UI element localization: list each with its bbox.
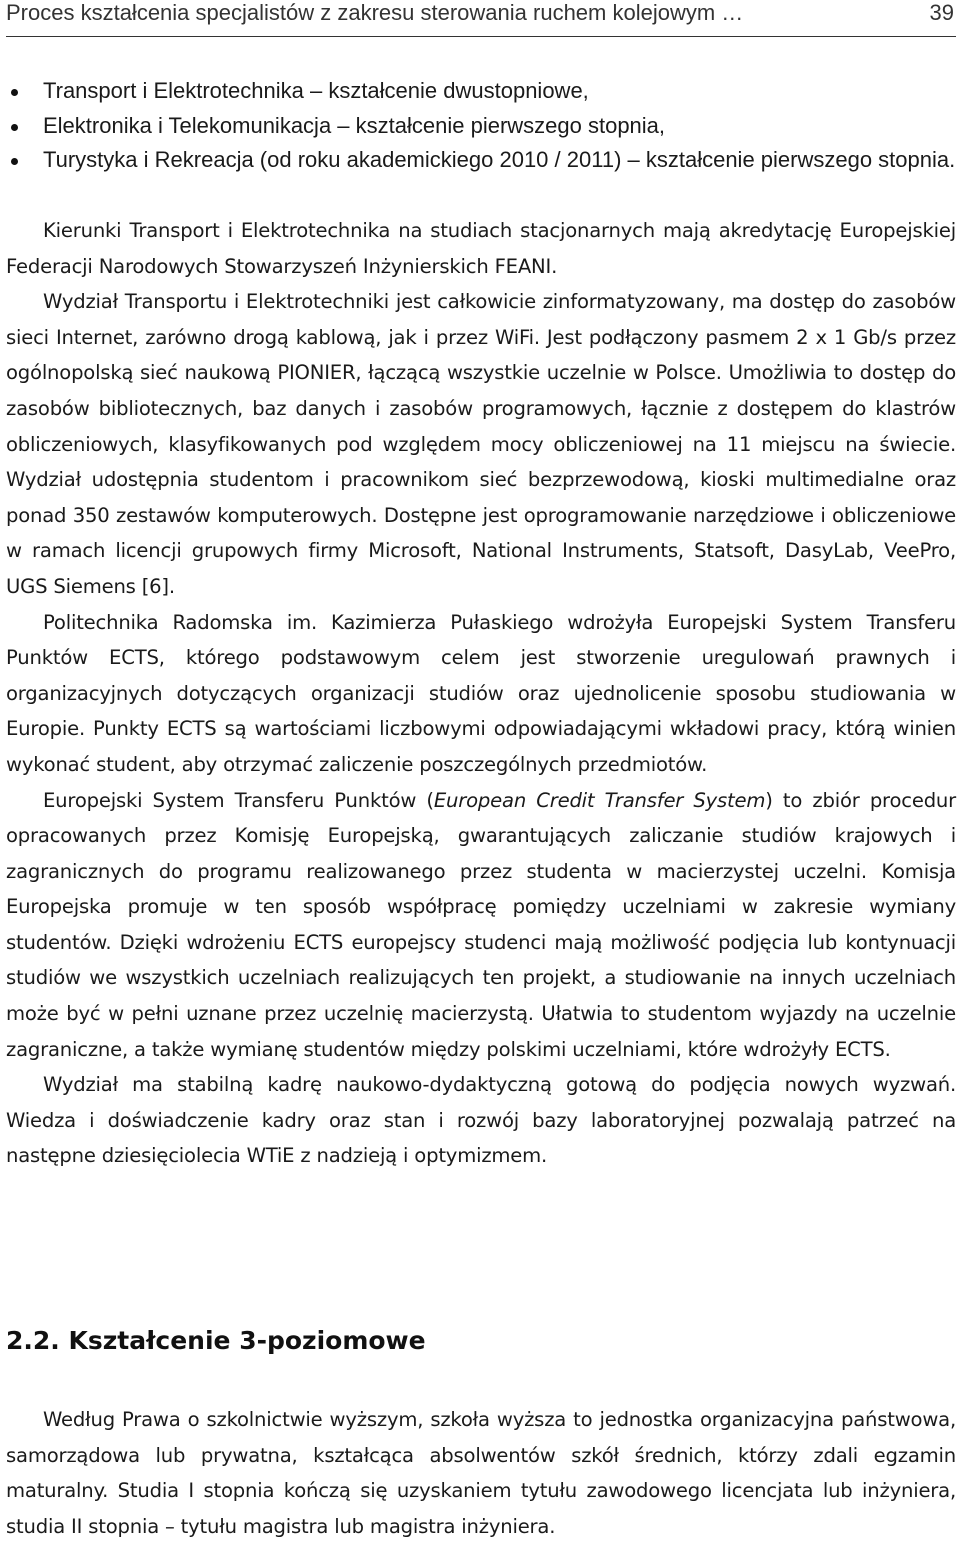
paragraph-higher-education-law: Według Prawa o szkolnictwie wyższym, szkoła wyższa to jednostka organizacyjna państwowa, samorządowa lub prywatna, kształcąca absolwentów szkół średnich, którzy zdali egzamin maturalny. Studia I stopnia kończą się uzyskaniem tytułu zawodowego licencjata lub inżyniera, studia II stopnia – tytułu magistra lub magistra inżyniera. [6, 1408, 956, 1538]
ects-english-name: European Credit Transfer System [433, 788, 766, 812]
list-item-text: Transport i Elektrotechnika – kształcenie dwustopniowe, [43, 78, 589, 103]
study-programs-list [6, 74, 956, 178]
bullet-icon [11, 158, 18, 165]
bullet-icon [11, 89, 18, 96]
list-item-text: Turystyka i Rekreacja (od roku akademickiego 2010 / 2011) – kształcenie pierwszego stopnia. [43, 147, 956, 172]
paragraph-ects-implementation: Politechnika Radomska im. Kazimierza Pułaskiego wdrożyła Europejski System Transferu Punktów ECTS, którego podstawowym celem jest stworzenie uregulowań prawnych i organizacyjnych dotyczących organizacji studiów oraz ujednolicenie sposobu studiowania w Europie. Punkty ECTS są wartościami liczbowymi odpowiadającymi wkładowi pracy, którą winien wykonać student, aby otrzymać zaliczenie poszczególnych przedmiotów. [6, 610, 956, 776]
bullet-icon [11, 124, 18, 131]
body-text [6, 213, 956, 1174]
list-item-text: Elektronika i Telekomunikacja – kształcenie pierwszego stopnia, [43, 112, 666, 138]
list-item [6, 74, 956, 109]
ects-text-start: Europejski System Transferu Punktów ( [43, 788, 434, 812]
paragraph-feani: Kierunki Transport i Elektrotechnika na studiach stacjonarnych mają akredytację Europejskiej Federacji Narodowych Stowarzyszeń Inżynierskich FEANI. [6, 219, 956, 278]
running-header [6, 0, 956, 37]
list-item [6, 143, 956, 178]
page-number: 39 [929, 0, 954, 25]
paragraph-it-infrastructure: Wydział Transportu i Elektrotechniki jest całkowicie zinformatyzowany, ma dostęp do zasobów sieci Internet, zarówno drogą kablową, jak i przez WiFi. Jest podłączony pasmem 2 x 1 Gb/s przez ogólnopolską sieć naukową PIONIER, łączącą wszystkie uczelnie w Polsce. Umożliwia to dostęp do zasobów bibliotecznych, baz danych i zasobów programowych, łącznie z dostępem do klastrów obliczeniowych, klasyfikowanych pod względem mocy obliczeniowej na 11 miejscu na świecie. Wydział udostępnia studentom i pracownikom sieć bezprzewodową, kioski multimedialne oraz ponad 350 zestawów komputerowych. Dostępne jest oprogramowanie narzędziowe i obliczeniowe w ramach licencji grupowych firmy Microsoft, National Instruments, Statsoft, DasyLab, VeePro, UGS Siemens [6]. [6, 290, 956, 598]
list-item [6, 109, 956, 144]
ects-text-rest: ) to zbiór procedur opracowanych przez Komisję Europejską, gwarantujących zaliczanie studiów krajowych i zagranicznych do programu realizowanego przez studenta w macierzystej uczelni. Komisja Europejska promuje w ten sposób współpracę pomiędzy uczelniami w zakresie wymiany studentów. Dzięki wdrożeniu ECTS europejscy studenci mają możliwość podjęcia lub kontynuacji studiów we wszystkich uczelniach realizujących ten projekt, a studiowanie na innych uczelniach może być w pełni uznane przez uczelnię macierzystą. Ułatwia to studentom wyjazdy na uczelnie zagraniczne, a także wymianę studentów między polskimi uczelniami, które wdrożyły ECTS. [6, 788, 957, 1061]
paragraph-ects-definition [6, 783, 956, 1068]
section-body [6, 1402, 956, 1544]
running-title: Proces kształcenia specjalistów z zakresu sterowania ruchem kolejowym … [6, 0, 744, 25]
section-heading: 2.2. Kształcenie 3-poziomowe [6, 1326, 426, 1355]
paragraph-staff: Wydział ma stabilną kadrę naukowo-dydaktyczną gotową do podjęcia nowych wyzwań. Wiedza i doświadczenie kadry oraz stan i rozwój bazy laboratoryjnej pozwalają patrzeć na następne dziesięciolecia WTiE z nadzieją i optymizmem. [6, 1073, 956, 1168]
